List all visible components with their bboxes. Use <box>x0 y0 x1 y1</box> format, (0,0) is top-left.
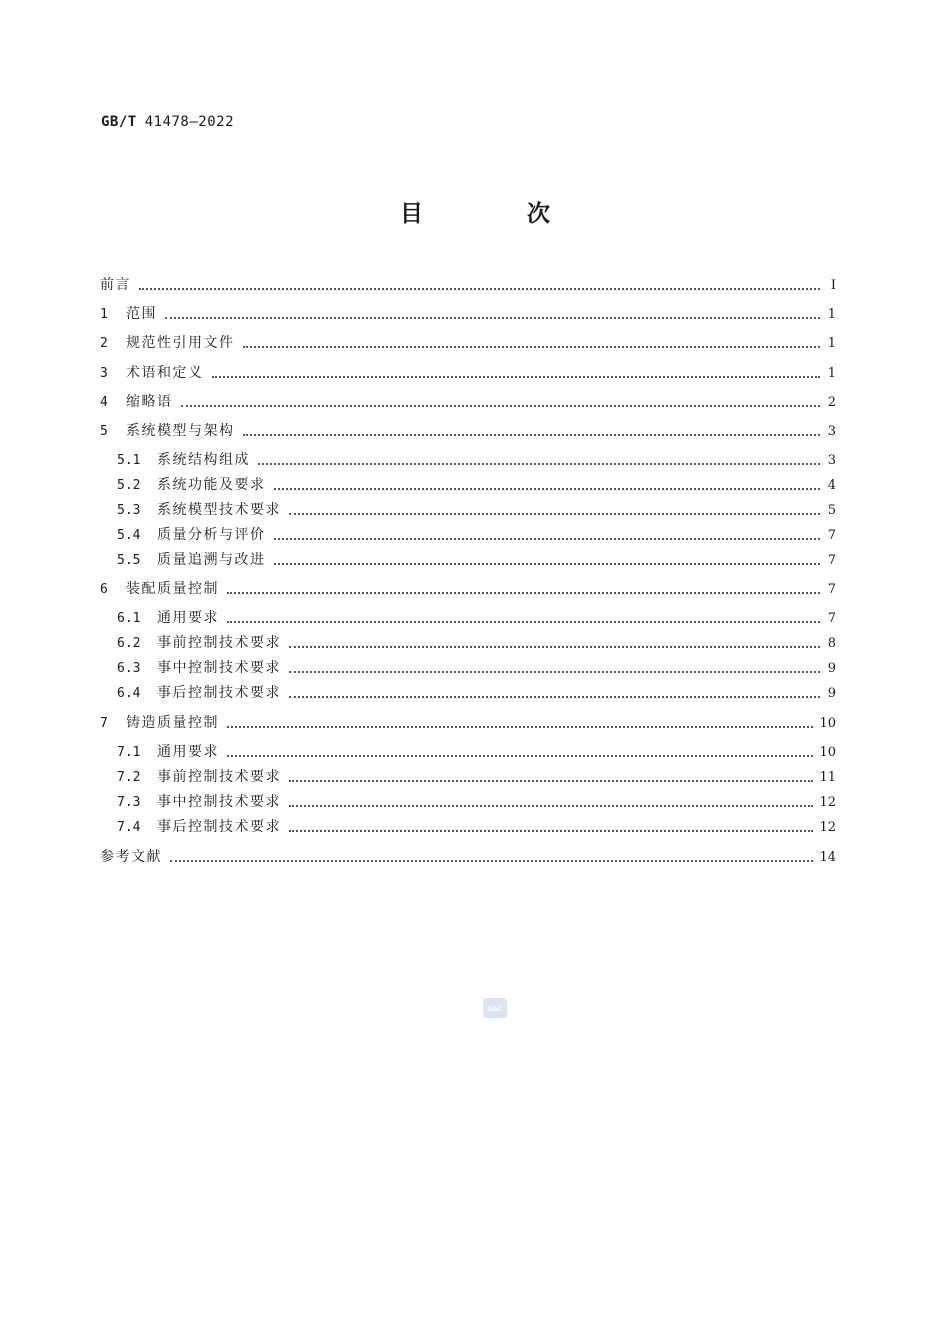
toc-page: 7 <box>827 553 836 568</box>
toc-number: 7.1 <box>117 745 141 760</box>
toc-subentry[interactable] <box>117 817 836 837</box>
toc-leader <box>289 671 820 673</box>
toc-number: 5.5 <box>117 553 141 568</box>
toc-label: 通用要求 <box>157 610 219 626</box>
toc-leader <box>274 488 821 490</box>
toc-leader <box>289 513 820 515</box>
toc-number: 6.2 <box>117 636 141 651</box>
toc-number: 6.3 <box>117 661 141 676</box>
sac-watermark-logo <box>482 996 508 1020</box>
toc-page: 8 <box>827 636 836 651</box>
toc-leader <box>212 376 821 378</box>
toc-subentry[interactable] <box>117 767 836 787</box>
toc-page: 3 <box>827 424 836 439</box>
toc-label: 事中控制技术要求 <box>157 794 281 810</box>
toc-number: 5.2 <box>117 478 141 493</box>
toc-page: 5 <box>827 503 836 518</box>
toc-page: 4 <box>827 478 836 493</box>
toc-entry[interactable] <box>100 713 836 733</box>
toc-number: 4 <box>100 395 108 410</box>
toc-page: 1 <box>827 336 836 351</box>
toc-leader <box>274 563 821 565</box>
toc-leader <box>227 621 820 623</box>
toc-label: 规范性引用文件 <box>126 335 235 351</box>
toc-subentry[interactable] <box>117 683 836 703</box>
toc-leader <box>139 288 820 290</box>
toc-label: 系统模型与架构 <box>126 423 235 439</box>
toc-page: 7 <box>827 611 836 626</box>
toc-entry-foreword[interactable] <box>100 275 836 295</box>
toc-page: 12 <box>819 795 836 810</box>
toc-label: 质量分析与评价 <box>157 527 266 543</box>
toc-number: 6.1 <box>117 611 141 626</box>
toc-number: 7.4 <box>117 820 141 835</box>
toc-label: 通用要求 <box>157 744 219 760</box>
toc-page: 1 <box>827 307 836 322</box>
standard-number: 41478—2022 <box>144 114 235 130</box>
svg-text:SAC: SAC <box>487 1005 503 1013</box>
toc-number: 6 <box>100 582 108 597</box>
toc-subentry[interactable] <box>117 658 836 678</box>
toc-page: 7 <box>827 528 836 543</box>
toc-page: 7 <box>827 582 836 597</box>
toc-leader <box>289 696 820 698</box>
toc-entry[interactable] <box>100 392 836 412</box>
toc-number: 1 <box>100 307 108 322</box>
toc-number: 5 <box>100 424 108 439</box>
toc-page: 1 <box>827 366 836 381</box>
toc-page: 2 <box>827 395 836 410</box>
toc-label: 铸造质量控制 <box>126 715 219 731</box>
toc-leader <box>274 538 821 540</box>
toc-subentry[interactable] <box>117 792 836 812</box>
toc-leader <box>227 726 813 728</box>
toc-page: 9 <box>827 686 836 701</box>
toc-subentry[interactable] <box>117 742 836 762</box>
toc-leader <box>289 805 813 807</box>
toc-leader <box>165 317 820 319</box>
toc-leader <box>258 463 820 465</box>
toc-label: 事中控制技术要求 <box>157 660 281 676</box>
toc-label: 前言 <box>100 277 131 293</box>
toc-label: 参考文献 <box>100 849 162 865</box>
toc-label: 范围 <box>126 306 157 322</box>
toc-entry[interactable] <box>100 579 836 599</box>
toc-leader <box>170 860 813 862</box>
toc-number: 5.1 <box>117 453 141 468</box>
standard-code <box>101 114 234 130</box>
toc-subentry[interactable] <box>117 633 836 653</box>
toc-number: 2 <box>100 336 108 351</box>
toc-leader <box>243 346 821 348</box>
toc-page: 11 <box>819 770 836 785</box>
toc-label: 质量追溯与改进 <box>157 552 266 568</box>
toc-subentry[interactable] <box>117 450 836 470</box>
toc-label: 事前控制技术要求 <box>157 635 281 651</box>
toc-leader <box>289 780 813 782</box>
toc-label: 事前控制技术要求 <box>157 769 281 785</box>
toc-label: 术语和定义 <box>126 365 204 381</box>
toc-page: Ⅰ <box>830 278 836 293</box>
page-title: 目 次 <box>399 201 598 227</box>
toc-subentry[interactable] <box>117 475 836 495</box>
toc-number: 5.4 <box>117 528 141 543</box>
toc-label: 装配质量控制 <box>126 581 219 597</box>
toc-entry-bibliography[interactable] <box>100 847 836 867</box>
toc-label: 缩略语 <box>126 394 173 410</box>
toc-subentry[interactable] <box>117 500 836 520</box>
toc-number: 7.3 <box>117 795 141 810</box>
toc-leader <box>227 755 813 757</box>
toc-number: 3 <box>100 366 108 381</box>
toc-page: 14 <box>819 850 836 865</box>
toc-subentry[interactable] <box>117 550 836 570</box>
toc-subentry[interactable] <box>117 608 836 628</box>
toc-label: 系统功能及要求 <box>157 477 266 493</box>
toc-leader <box>243 434 821 436</box>
toc-label: 事后控制技术要求 <box>157 819 281 835</box>
toc-label: 事后控制技术要求 <box>157 685 281 701</box>
toc-entry[interactable] <box>100 421 836 441</box>
toc-page: 10 <box>819 716 836 731</box>
toc-number: 5.3 <box>117 503 141 518</box>
toc-leader <box>227 592 820 594</box>
toc-subentry[interactable] <box>117 525 836 545</box>
toc-leader <box>289 830 813 832</box>
toc-page: 9 <box>827 661 836 676</box>
toc-entry[interactable] <box>100 304 836 324</box>
toc-page: 10 <box>819 745 836 760</box>
toc-number: 6.4 <box>117 686 141 701</box>
toc-leader <box>289 646 820 648</box>
toc-entry[interactable] <box>100 333 836 353</box>
standard-prefix: GB/T <box>101 114 137 130</box>
toc-number: 7 <box>100 716 108 731</box>
toc-label: 系统结构组成 <box>157 452 250 468</box>
toc-label: 系统模型技术要求 <box>157 502 281 518</box>
toc-number: 7.2 <box>117 770 141 785</box>
toc-page: 3 <box>827 453 836 468</box>
toc-leader <box>181 405 821 407</box>
toc-page: 12 <box>819 820 836 835</box>
toc-entry[interactable] <box>100 363 836 383</box>
